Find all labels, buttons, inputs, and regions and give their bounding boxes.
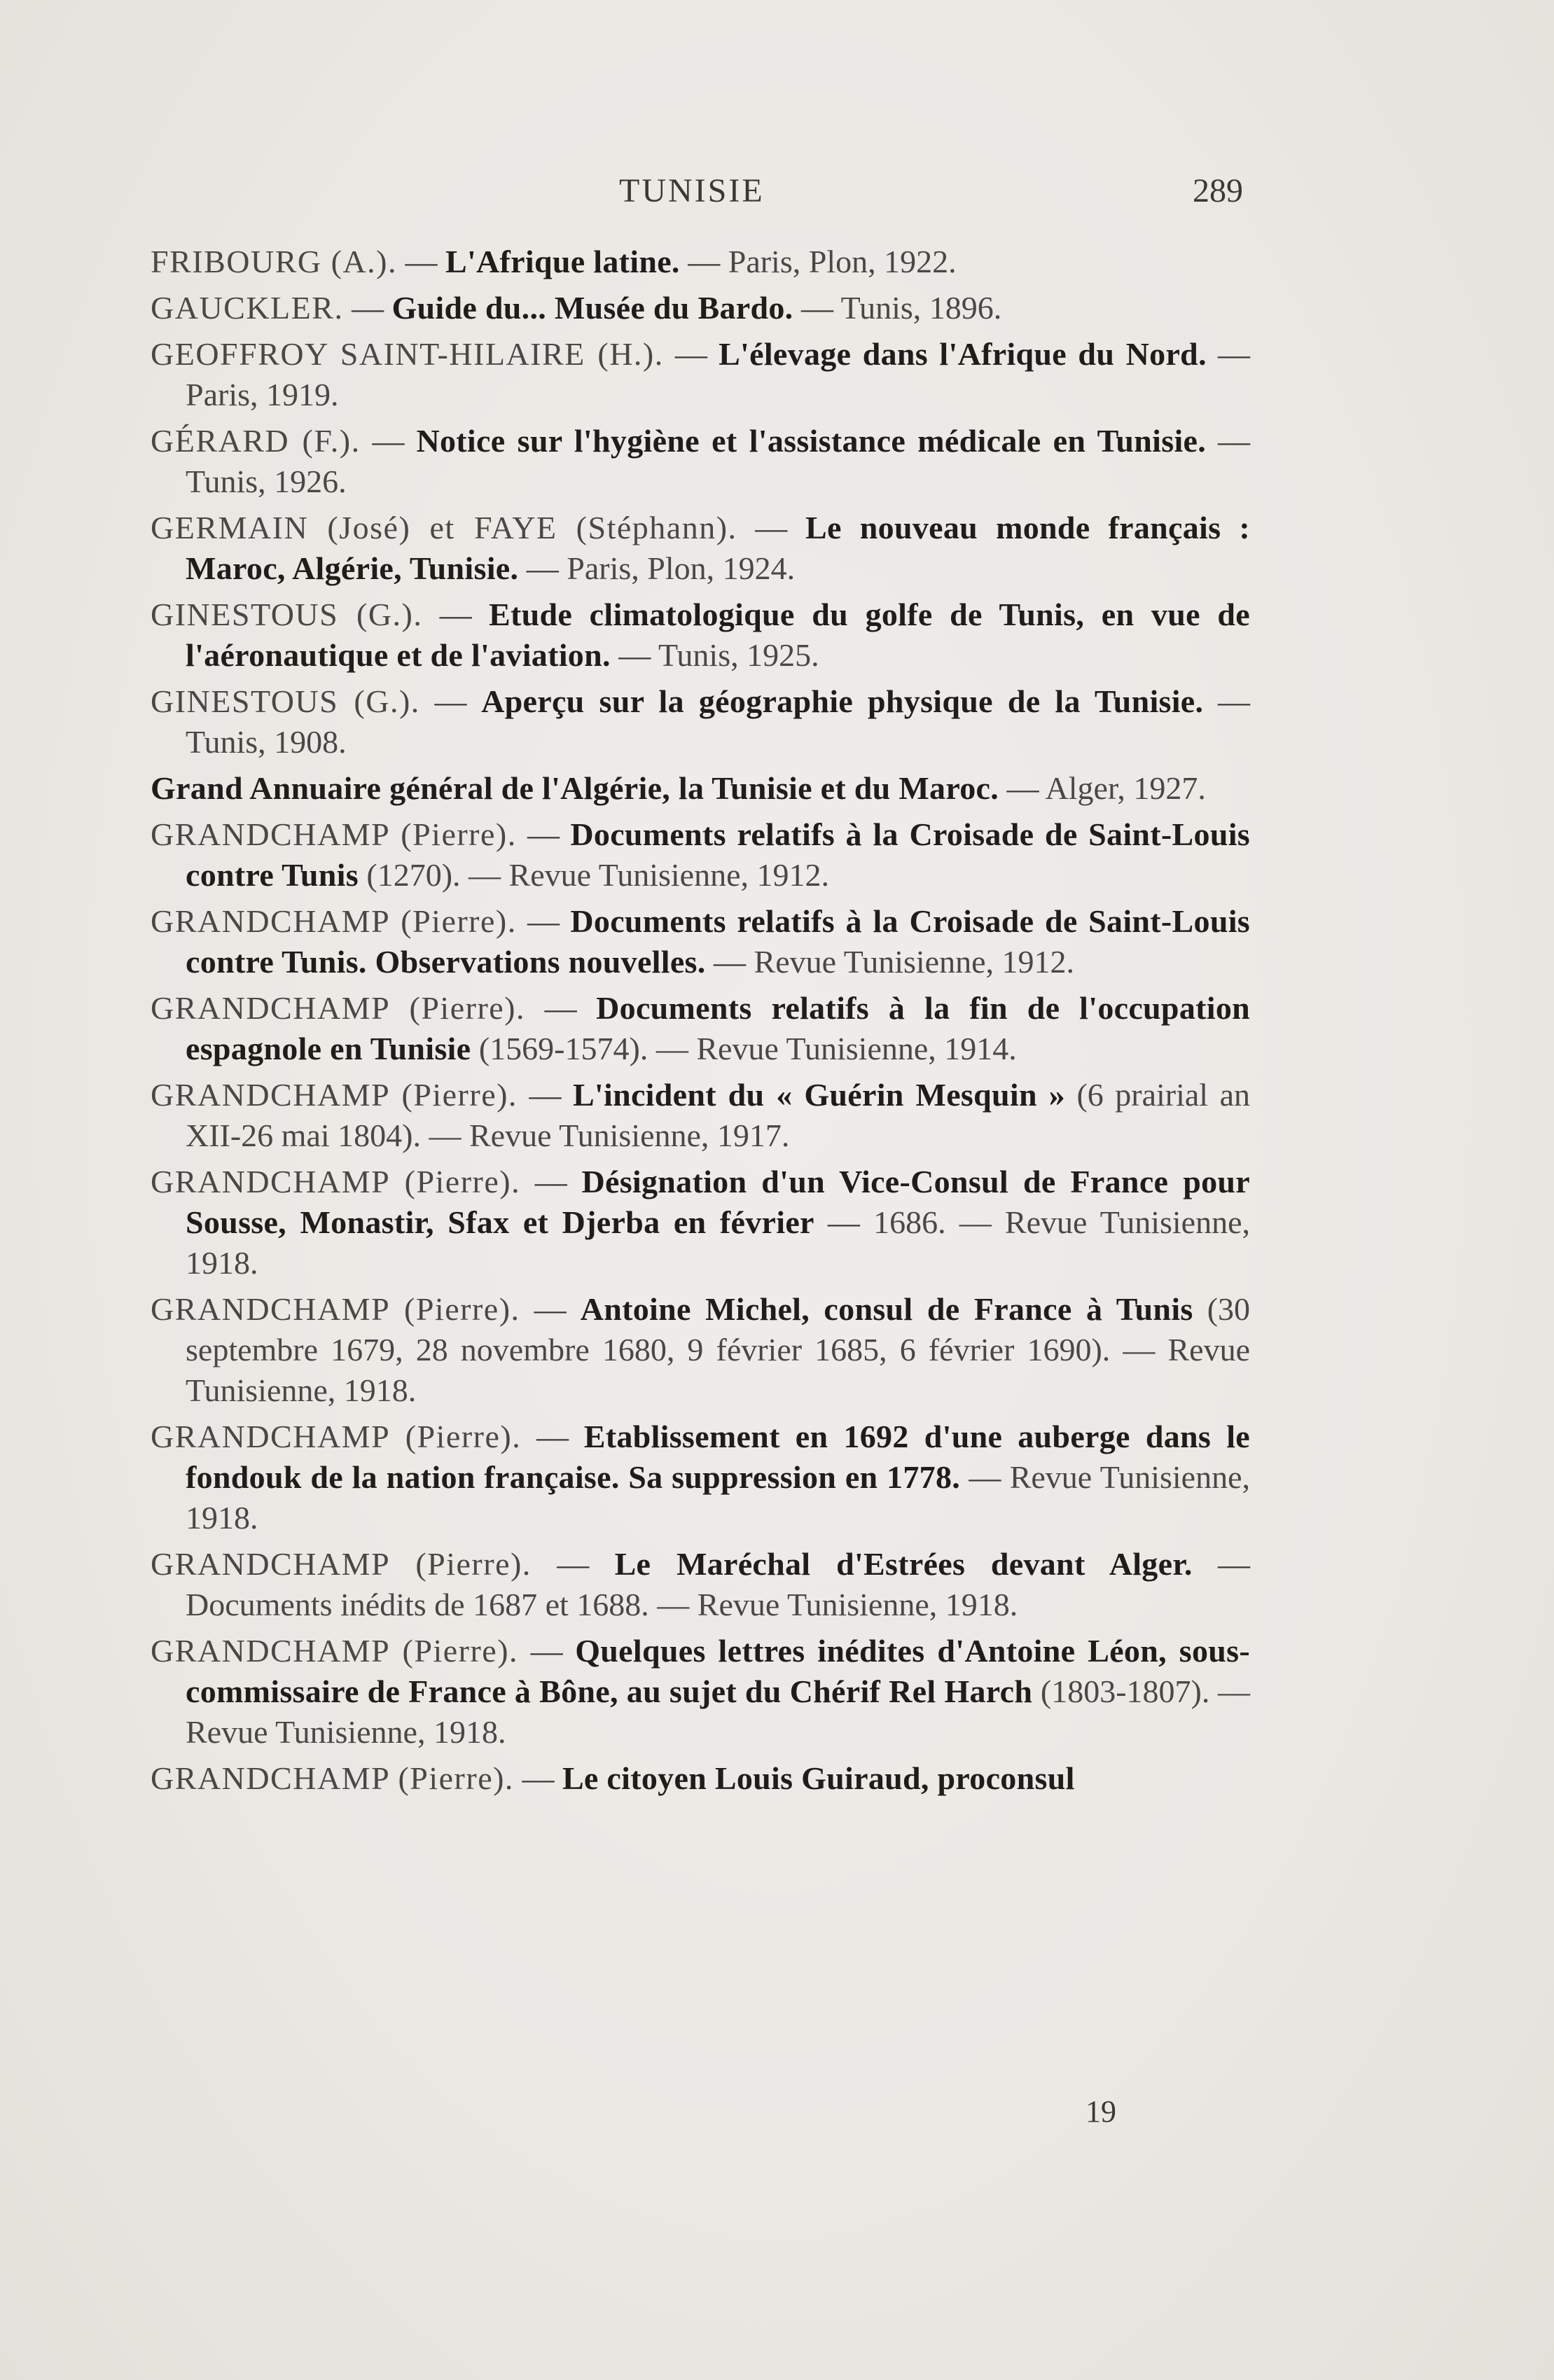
entry-publication: Alger, 1927. bbox=[1045, 770, 1206, 806]
entry-publication: (1803-1807). — Revue Tunisienne, 1918. bbox=[186, 1673, 1250, 1750]
entry-author: GRANDCHAMP (Pierre). bbox=[151, 1419, 522, 1454]
entry-title: L'incident du « Guérin Mesquin » bbox=[572, 1077, 1065, 1113]
entry-title: Documents relatifs à la fin de l'occupation espagnole en Tunisie bbox=[186, 990, 1250, 1066]
bibliography-entry: GRANDCHAMP (Pierre). — Désignation d'un Vice-Consul de France pour Sousse, Monastir, Sfax et Djerba en février — 1686. — Revue Tunisienne, 1918. bbox=[151, 1164, 1251, 1281]
entry-author: GINESTOUS (G.). bbox=[151, 597, 423, 632]
entry-author: FRIBOURG (A.). bbox=[151, 244, 397, 279]
entry-title: Guide du... Musée du Bardo. bbox=[391, 290, 793, 326]
entry-title: Etablissement en 1692 d'une auberge dans le fondouk de la nation française. Sa suppression en 1778. bbox=[186, 1419, 1250, 1495]
entry-publication: Tunis, 1926. bbox=[186, 464, 347, 499]
entry-title: Etude climatologique du golfe de Tunis, en vue de l'aéronautique et de l'aviation. bbox=[186, 597, 1251, 673]
bibliography-entry: GRANDCHAMP (Pierre). — Le Maréchal d'Estrées devant Alger. — Documents inédits de 1687 et 1688. — Revue Tunisienne, 1918. bbox=[151, 1546, 1251, 1622]
entry-publication: Tunis, 1896. bbox=[840, 290, 1002, 326]
entry-title: Le nouveau monde français : Maroc, Algérie, Tunisie. bbox=[186, 510, 1250, 586]
entry-author: GRANDCHAMP (Pierre). bbox=[151, 1291, 520, 1327]
entry-author: GRANDCHAMP (Pierre). bbox=[151, 1546, 532, 1582]
entry-author: GRANDCHAMP (Pierre). bbox=[151, 903, 517, 939]
entry-title: Notice sur l'hygiène et l'assistance médicale en Tunisie. bbox=[416, 423, 1207, 459]
entry-title: Documents relatifs à la Croisade de Saint-Louis contre Tunis bbox=[186, 816, 1250, 893]
entry-title: Désignation d'un Vice-Consul de France pour Sousse, Monastir, Sfax et Djerba en février bbox=[186, 1164, 1251, 1240]
entry-publication: 1686. — Revue Tunisienne, 1918. bbox=[186, 1204, 1251, 1281]
entry-title: Le citoyen Louis Guiraud, proconsul bbox=[562, 1760, 1075, 1796]
bibliography-entry: GERMAIN (José) et FAYE (Stéphann). — Le nouveau monde français : Maroc, Algérie, Tunisie. — Paris, Plon, 1924. bbox=[151, 510, 1250, 586]
bibliography-entry: GRANDCHAMP (Pierre). — L'incident du « Guérin Mesquin » (6 prairial an XII-26 mai 1804). — Revue Tunisienne, 1917. bbox=[151, 1077, 1250, 1153]
entry-author: GERMAIN (José) et FAYE (Stéphann). bbox=[151, 510, 737, 545]
entry-publication: Revue Tunisienne, 1912. bbox=[754, 944, 1075, 980]
entry-title: Antoine Michel, consul de France à Tunis bbox=[580, 1291, 1193, 1327]
entry-author: GRANDCHAMP (Pierre). bbox=[151, 990, 525, 1026]
entry-publication: Paris, 1919. bbox=[186, 377, 339, 412]
entry-publication: (6 prairial an XII-26 mai 1804). — Revue Tunisienne, 1917. bbox=[186, 1077, 1250, 1153]
running-title: TUNISIE bbox=[619, 172, 765, 209]
entry-author: GRANDCHAMP (Pierre). bbox=[151, 1164, 521, 1199]
bibliography-entry: Grand Annuaire général de l'Algérie, la Tunisie et du Maroc. — Alger, 1927. bbox=[151, 770, 1206, 806]
entry-author: GAUCKLER. bbox=[151, 290, 344, 326]
entry-publication: Paris, Plon, 1922. bbox=[728, 244, 957, 279]
page-number: 289 bbox=[1193, 172, 1243, 209]
bibliography-entry: GINESTOUS (G.). — Aperçu sur la géographie physique de la Tunisie. — Tunis, 1908. bbox=[151, 683, 1251, 760]
bibliography-list bbox=[151, 242, 1250, 1804]
bibliography-entry: GRANDCHAMP (Pierre). — Documents relatifs à la Croisade de Saint-Louis contre Tunis (1270). — Revue Tunisienne, 1912. bbox=[151, 816, 1250, 893]
bibliography-entry: GEOFFROY SAINT-HILAIRE (H.). — L'élevage dans l'Afrique du Nord. — Paris, 1919. bbox=[151, 336, 1251, 412]
entry-title: L'élevage dans l'Afrique du Nord. bbox=[719, 336, 1207, 372]
entry-title: Grand Annuaire général de l'Algérie, la Tunisie et du Maroc. bbox=[151, 770, 999, 806]
entry-publication: (1569-1574). — Revue Tunisienne, 1914. bbox=[478, 1031, 1017, 1066]
entry-author: GRANDCHAMP (Pierre). bbox=[151, 1633, 519, 1669]
entry-author: GEOFFROY SAINT-HILAIRE (H.). bbox=[151, 336, 664, 372]
bibliography-entry: GAUCKLER. — Guide du... Musée du Bardo. — Tunis, 1896. bbox=[151, 290, 1002, 326]
bibliography-entry: GRANDCHAMP (Pierre). — Antoine Michel, consul de France à Tunis (30 septembre 1679, 28 novembre 1680, 9 février 1685, 6 février 1690). — Revue Tunisienne, 1918. bbox=[151, 1291, 1251, 1408]
entry-title: Quelques lettres inédites d'Antoine Léon, sous-commissaire de France à Bône, au sujet du Chérif Rel Harch bbox=[186, 1633, 1250, 1709]
bibliography-entry: GRANDCHAMP (Pierre). — Le citoyen Louis Guiraud, proconsul bbox=[151, 1760, 1075, 1796]
entry-author: GÉRARD (F.). bbox=[151, 423, 361, 459]
entry-title: Aperçu sur la géographie physique de la Tunisie. bbox=[481, 683, 1204, 719]
entry-publication: (30 septembre 1679, 28 novembre 1680, 9 février 1685, 6 février 1690). — Revue Tunisienne, 1918. bbox=[186, 1291, 1251, 1408]
entry-publication: Tunis, 1908. bbox=[186, 724, 347, 760]
bibliography-entry: GRANDCHAMP (Pierre). — Quelques lettres inédites d'Antoine Léon, sous-commissaire de France à Bône, au sujet du Chérif Rel Harch (1803-1807). — Revue Tunisienne, 1918. bbox=[151, 1633, 1250, 1750]
entry-author: GINESTOUS (G.). bbox=[151, 683, 420, 719]
page-header bbox=[0, 172, 1554, 221]
bibliography-entry: GINESTOUS (G.). — Etude climatologique du golfe de Tunis, en vue de l'aéronautique et de l'aviation. — Tunis, 1925. bbox=[151, 597, 1251, 673]
entry-publication: Documents inédits de 1687 et 1688. — Revue Tunisienne, 1918. bbox=[186, 1587, 1018, 1622]
entry-publication: (1270). — Revue Tunisienne, 1912. bbox=[366, 857, 830, 893]
entry-publication: Revue Tunisienne, 1918. bbox=[186, 1459, 1250, 1536]
entry-title: Documents relatifs à la Croisade de Saint-Louis contre Tunis. Observations nouvelles. bbox=[186, 903, 1250, 980]
entry-author: GRANDCHAMP (Pierre). bbox=[151, 1760, 514, 1796]
entry-title: Le Maréchal d'Estrées devant Alger. bbox=[614, 1546, 1193, 1582]
bibliography-entry: GÉRARD (F.). — Notice sur l'hygiène et l'assistance médicale en Tunisie. — Tunis, 1926. bbox=[151, 423, 1250, 499]
entry-title: L'Afrique latine. bbox=[445, 244, 680, 279]
entry-author: GRANDCHAMP (Pierre). bbox=[151, 816, 517, 852]
entry-publication: Paris, Plon, 1924. bbox=[567, 550, 796, 586]
entry-author: GRANDCHAMP (Pierre). bbox=[151, 1077, 518, 1113]
bibliography-entry: GRANDCHAMP (Pierre). — Documents relatifs à la fin de l'occupation espagnole en Tunisie (1569-1574). — Revue Tunisienne, 1914. bbox=[151, 990, 1250, 1066]
bibliography-entry: GRANDCHAMP (Pierre). — Documents relatifs à la Croisade de Saint-Louis contre Tunis. Observations nouvelles. — Revue Tunisienne, 1912. bbox=[151, 903, 1250, 980]
bibliography-entry: GRANDCHAMP (Pierre). — Etablissement en 1692 d'une auberge dans le fondouk de la nation française. Sa suppression en 1778. — Revue Tunisienne, 1918. bbox=[151, 1419, 1250, 1536]
entry-publication: Tunis, 1925. bbox=[658, 637, 819, 673]
bibliography-entry: FRIBOURG (A.). — L'Afrique latine. — Paris, Plon, 1922. bbox=[151, 244, 957, 279]
signature-mark: 19 bbox=[1085, 2094, 1116, 2129]
